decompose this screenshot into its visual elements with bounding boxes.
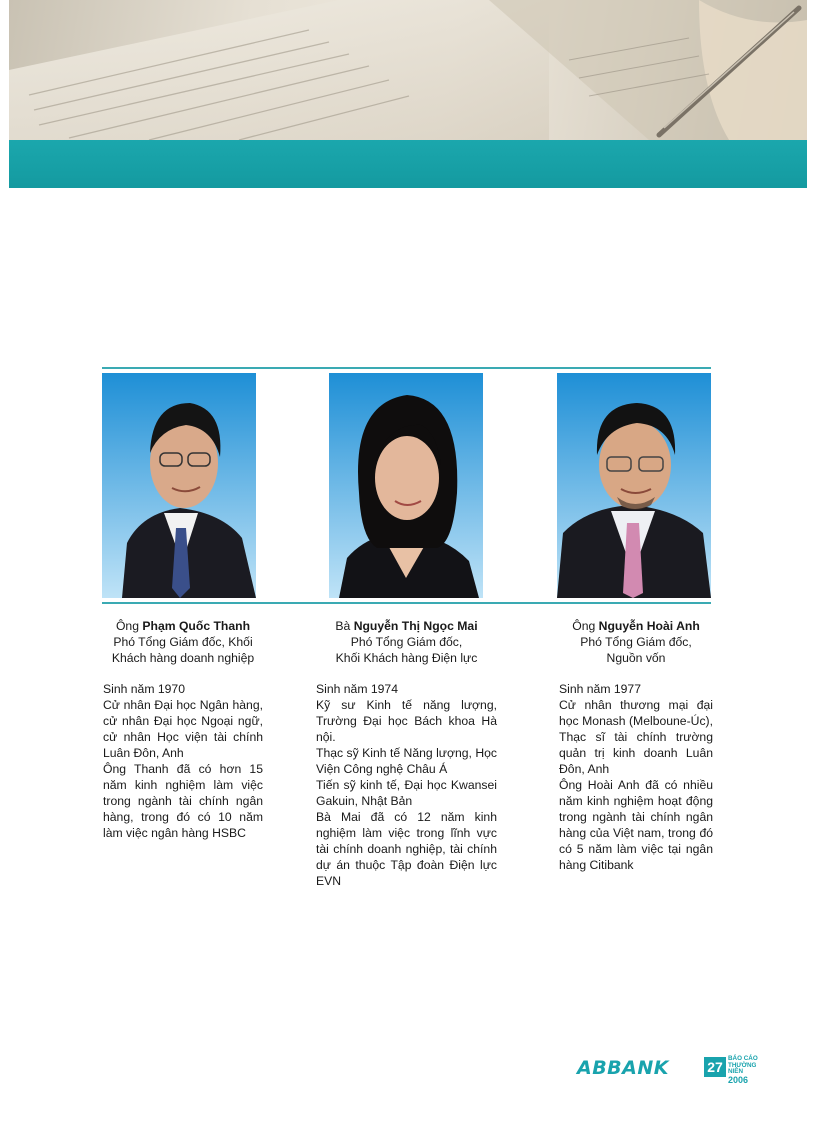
bio-line: Thạc sỹ Kinh tế Năng lượng, Học Viện Công nghệ Châu Á [316, 746, 497, 776]
bio-line: Kỹ sư Kinh tế năng lượng, Trường Đại học Bách khoa Hà nội. [316, 698, 497, 744]
abbank-logo [577, 1055, 767, 1085]
person-title-line-2: Khối Khách hàng Điện lực [335, 651, 478, 665]
person-title-line-2: Nguồn vốn [606, 651, 666, 665]
bio-line: Tiến sỹ kinh tế, Đại học Kwansei Gakuin, Nhật Bản [316, 778, 497, 808]
person-title-line-1: Phó Tổng Giám đốc, Khối [113, 635, 253, 649]
bio-line: Sinh năm 1977 [559, 682, 641, 696]
portrait-nguyen-thi-ngoc-mai [329, 373, 483, 598]
report-label: BÁO CÁO THƯỜNG NIÊN 2006 [728, 1055, 758, 1085]
bio-line: Bà Mai đã có 12 năm kinh nghiệm làm việc trong lĩnh vực tài chính doanh nghiệp, tài chính dự án thuộc Tập đoàn Điện lực EVN [316, 810, 497, 888]
bio-line: Sinh năm 1970 [103, 682, 185, 696]
person-name: Ông Phạm Quốc Thanh [115, 619, 251, 633]
header-photo [9, 0, 807, 140]
portrait-nguyen-hoai-anh [557, 373, 711, 598]
person-bio [559, 681, 713, 873]
handwriting-paper-image [9, 0, 807, 140]
person-title-line-2: Khách hàng doanh nghiệp [111, 651, 255, 665]
person-bio [316, 681, 497, 889]
person-title-line-1: Phó Tổng Giám đốc, [350, 635, 463, 649]
divider-bottom [102, 602, 711, 604]
bio-line: Ông Thanh đã có hơn 15 năm kinh nghiệm làm việc trong ngành tài chính ngân hàng, trong đó có 10 năm làm việc ngân hàng HSBC [103, 762, 263, 840]
profile-column-1 [103, 618, 263, 841]
profile-column-3 [559, 618, 713, 873]
page-number: 27 [704, 1057, 726, 1077]
person-title-line-1: Phó Tổng Giám đốc, [580, 635, 692, 649]
bio-line: Ông Hoài Anh đã có nhiều năm kinh nghiệm hoạt động trong ngành tài chính ngân hàng của Việt nam, trong đó có 5 năm làm việc tại ngân hàng Citibank [559, 778, 713, 872]
person-bio [103, 681, 263, 841]
person-name: Ông Nguyễn Hoài Anh [572, 619, 700, 633]
profile-column-2 [316, 618, 497, 889]
person-name: Bà Nguyễn Thị Ngọc Mai [335, 619, 478, 633]
bio-line: Sinh năm 1974 [316, 682, 398, 696]
header-band [9, 140, 807, 188]
portrait-pham-quoc-thanh [102, 373, 256, 598]
bio-line: Cử nhân thương mại đại học Monash (Melboune-Úc), Thạc sĩ tài chính trường quản trị kinh doanh Luân Đôn, Anh [559, 698, 713, 776]
logo-text: ABBANK [577, 1057, 669, 1079]
divider-top [102, 367, 711, 369]
bio-line: Cử nhân Đại học Ngân hàng, cử nhân Đại học Ngoại ngữ, cử nhân Học viện tài chính Luân Đôn, Anh [103, 698, 263, 760]
